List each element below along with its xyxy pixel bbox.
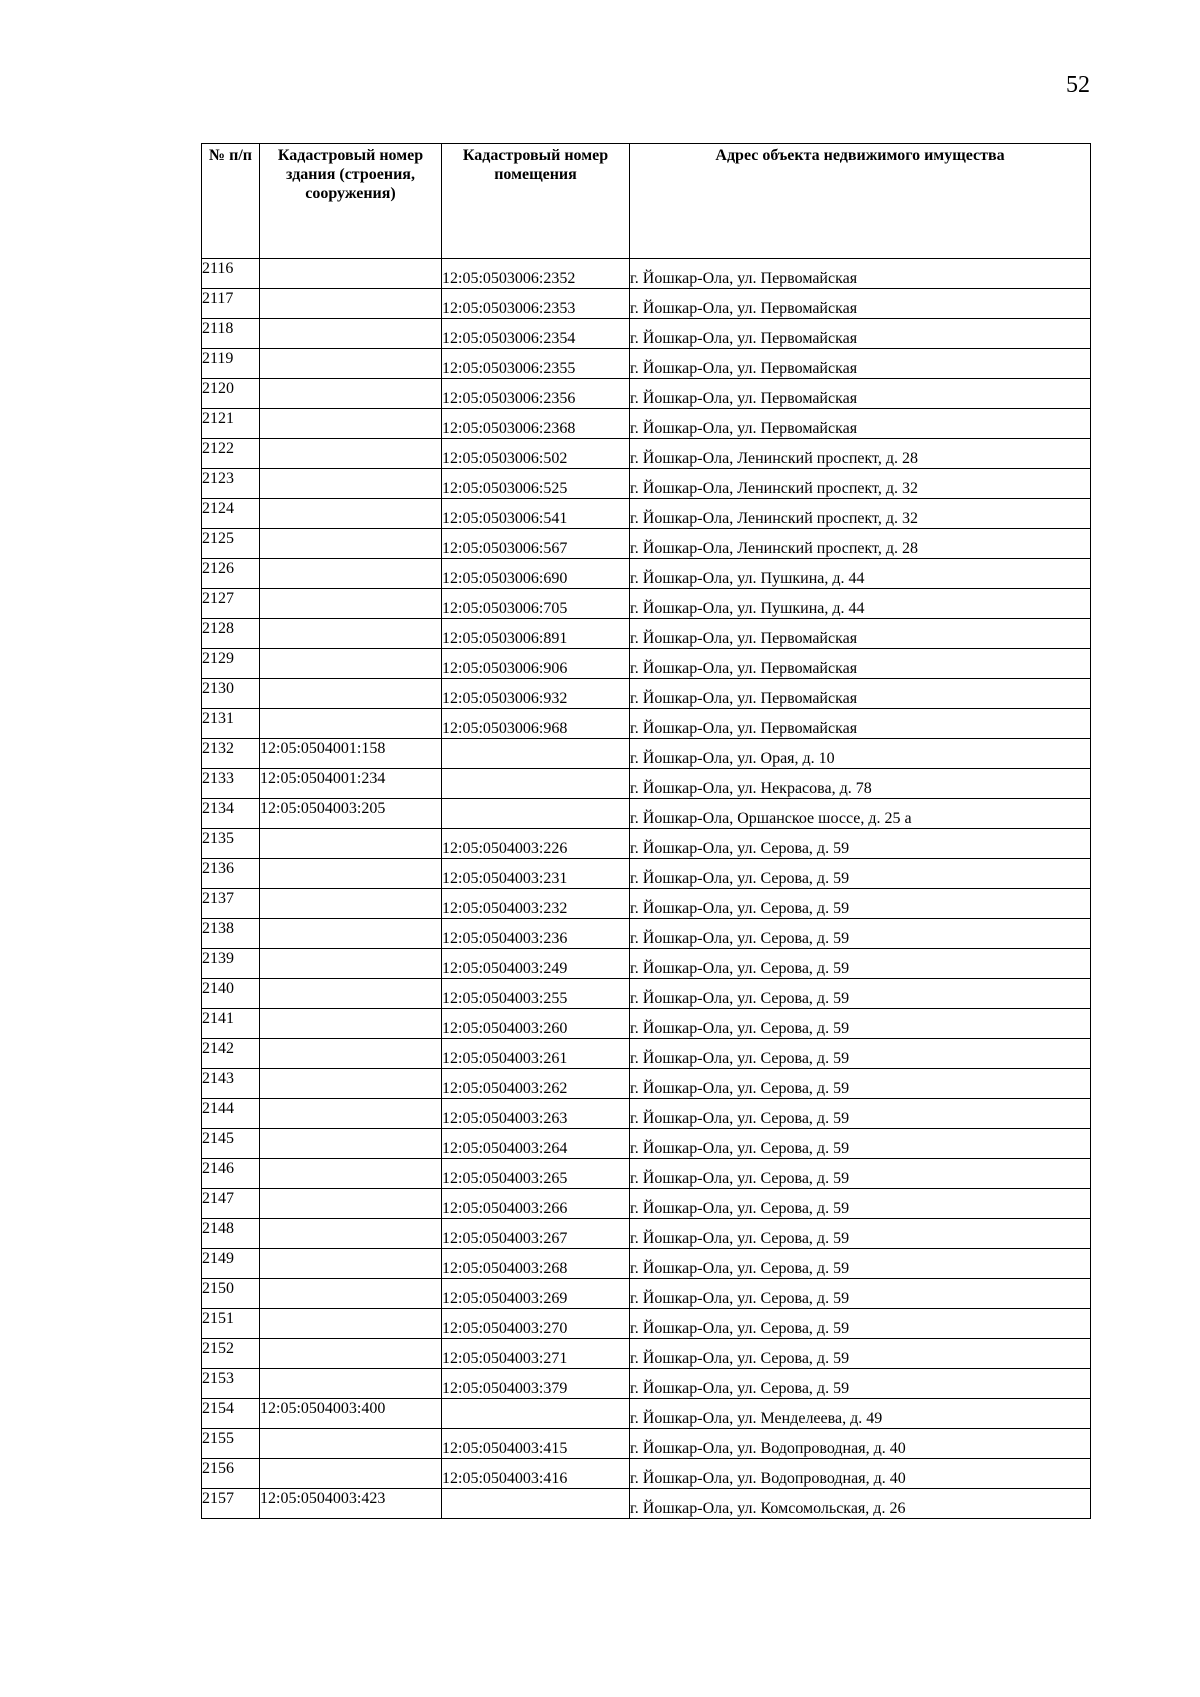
cell-building-cadastral	[260, 379, 442, 409]
cell-address: г. Йошкар-Ола, ул. Первомайская	[630, 409, 1091, 439]
cell-premises-cadastral: 12:05:0503006:906	[442, 649, 630, 679]
cell-number: 2139	[202, 949, 260, 979]
table-row	[202, 1099, 1091, 1129]
table-row	[202, 889, 1091, 919]
cell-address: г. Йошкар-Ола, ул. Серова, д. 59	[630, 1039, 1091, 1069]
cell-address: г. Йошкар-Ола, ул. Некрасова, д. 78	[630, 769, 1091, 799]
cell-premises-cadastral	[442, 1399, 630, 1429]
cell-number: 2116	[202, 259, 260, 289]
page-number: 52	[1066, 72, 1090, 98]
cell-number: 2154	[202, 1399, 260, 1429]
cell-building-cadastral	[260, 679, 442, 709]
cell-premises-cadastral: 12:05:0503006:2355	[442, 349, 630, 379]
cell-premises-cadastral: 12:05:0504003:261	[442, 1039, 630, 1069]
cell-premises-cadastral: 12:05:0503006:2352	[442, 259, 630, 289]
cell-address: г. Йошкар-Ола, ул. Серова, д. 59	[630, 1279, 1091, 1309]
cell-address: г. Йошкар-Ола, ул. Серова, д. 59	[630, 859, 1091, 889]
cell-number: 2149	[202, 1249, 260, 1279]
table-row	[202, 679, 1091, 709]
header-address: Адрес объекта недвижимого имущества	[630, 144, 1091, 259]
cell-premises-cadastral: 12:05:0503006:525	[442, 469, 630, 499]
cell-building-cadastral	[260, 1159, 442, 1189]
table-row	[202, 1489, 1091, 1519]
cell-number: 2123	[202, 469, 260, 499]
cell-premises-cadastral: 12:05:0504003:268	[442, 1249, 630, 1279]
cell-premises-cadastral: 12:05:0503006:968	[442, 709, 630, 739]
cell-building-cadastral	[260, 919, 442, 949]
cell-number: 2125	[202, 529, 260, 559]
table-row	[202, 499, 1091, 529]
table-row	[202, 649, 1091, 679]
cell-address: г. Йошкар-Ола, ул. Серова, д. 59	[630, 979, 1091, 1009]
cell-building-cadastral	[260, 439, 442, 469]
cell-premises-cadastral: 12:05:0504003:264	[442, 1129, 630, 1159]
cell-building-cadastral	[260, 589, 442, 619]
cell-premises-cadastral: 12:05:0504003:271	[442, 1339, 630, 1369]
cell-address: г. Йошкар-Ола, ул. Первомайская	[630, 649, 1091, 679]
table-row	[202, 859, 1091, 889]
cell-building-cadastral	[260, 1129, 442, 1159]
cell-premises-cadastral: 12:05:0503006:2356	[442, 379, 630, 409]
registry-table	[201, 143, 1091, 1519]
cell-address: г. Йошкар-Ола, Ленинский проспект, д. 28	[630, 439, 1091, 469]
cell-address: г. Йошкар-Ола, Оршанское шоссе, д. 25 а	[630, 799, 1091, 829]
cell-number: 2155	[202, 1429, 260, 1459]
cell-premises-cadastral: 12:05:0504003:267	[442, 1219, 630, 1249]
cell-building-cadastral: 12:05:0504001:234	[260, 769, 442, 799]
cell-premises-cadastral: 12:05:0504003:249	[442, 949, 630, 979]
table-row	[202, 1309, 1091, 1339]
cell-number: 2147	[202, 1189, 260, 1219]
cell-premises-cadastral: 12:05:0503006:541	[442, 499, 630, 529]
cell-address: г. Йошкар-Ола, ул. Менделеева, д. 49	[630, 1399, 1091, 1429]
cell-address: г. Йошкар-Ола, ул. Пушкина, д. 44	[630, 559, 1091, 589]
cell-premises-cadastral	[442, 739, 630, 769]
table-row	[202, 1459, 1091, 1489]
cell-address: г. Йошкар-Ола, ул. Серова, д. 59	[630, 1069, 1091, 1099]
table-row	[202, 379, 1091, 409]
table-row	[202, 439, 1091, 469]
cell-building-cadastral	[260, 1039, 442, 1069]
cell-address: г. Йошкар-Ола, ул. Серова, д. 59	[630, 1009, 1091, 1039]
table-row	[202, 949, 1091, 979]
cell-building-cadastral	[260, 829, 442, 859]
cell-number: 2117	[202, 289, 260, 319]
cell-number: 2129	[202, 649, 260, 679]
table-row	[202, 289, 1091, 319]
cell-number: 2122	[202, 439, 260, 469]
cell-building-cadastral	[260, 1009, 442, 1039]
table-row	[202, 1399, 1091, 1429]
cell-premises-cadastral: 12:05:0503006:2354	[442, 319, 630, 349]
cell-building-cadastral	[260, 1219, 442, 1249]
cell-address: г. Йошкар-Ола, ул. Серова, д. 59	[630, 919, 1091, 949]
cell-address: г. Йошкар-Ола, ул. Серова, д. 59	[630, 1159, 1091, 1189]
cell-building-cadastral	[260, 619, 442, 649]
table-row	[202, 529, 1091, 559]
cell-building-cadastral	[260, 1309, 442, 1339]
cell-premises-cadastral: 12:05:0504003:260	[442, 1009, 630, 1039]
table-row	[202, 589, 1091, 619]
table-row	[202, 739, 1091, 769]
cell-number: 2145	[202, 1129, 260, 1159]
cell-address: г. Йошкар-Ола, ул. Серова, д. 59	[630, 1249, 1091, 1279]
cell-number: 2146	[202, 1159, 260, 1189]
cell-address: г. Йошкар-Ола, ул. Серова, д. 59	[630, 829, 1091, 859]
cell-building-cadastral	[260, 319, 442, 349]
cell-building-cadastral	[260, 409, 442, 439]
table-row	[202, 1189, 1091, 1219]
table-row	[202, 619, 1091, 649]
table-row	[202, 1069, 1091, 1099]
cell-address: г. Йошкар-Ола, ул. Водопроводная, д. 40	[630, 1459, 1091, 1489]
table-row	[202, 1429, 1091, 1459]
header-premises-cadastral: Кадастровый номер помещения	[442, 144, 630, 259]
cell-premises-cadastral	[442, 799, 630, 829]
cell-address: г. Йошкар-Ола, ул. Серова, д. 59	[630, 1099, 1091, 1129]
cell-premises-cadastral: 12:05:0504003:232	[442, 889, 630, 919]
cell-premises-cadastral: 12:05:0503006:567	[442, 529, 630, 559]
cell-building-cadastral	[260, 1369, 442, 1399]
cell-address: г. Йошкар-Ола, Ленинский проспект, д. 32	[630, 499, 1091, 529]
table-row	[202, 1009, 1091, 1039]
cell-premises-cadastral: 12:05:0504003:379	[442, 1369, 630, 1399]
cell-number: 2132	[202, 739, 260, 769]
cell-building-cadastral: 12:05:0504003:423	[260, 1489, 442, 1519]
cell-premises-cadastral: 12:05:0504003:266	[442, 1189, 630, 1219]
cell-premises-cadastral: 12:05:0504003:415	[442, 1429, 630, 1459]
cell-premises-cadastral: 12:05:0504003:262	[442, 1069, 630, 1099]
cell-address: г. Йошкар-Ола, ул. Серова, д. 59	[630, 1219, 1091, 1249]
cell-address: г. Йошкар-Ола, ул. Первомайская	[630, 349, 1091, 379]
cell-number: 2157	[202, 1489, 260, 1519]
cell-building-cadastral	[260, 709, 442, 739]
table-row	[202, 799, 1091, 829]
cell-premises-cadastral: 12:05:0503006:932	[442, 679, 630, 709]
table-header-row	[202, 144, 1091, 259]
cell-building-cadastral	[260, 1279, 442, 1309]
table-row	[202, 1339, 1091, 1369]
cell-building-cadastral	[260, 469, 442, 499]
cell-building-cadastral: 12:05:0504003:400	[260, 1399, 442, 1429]
cell-premises-cadastral: 12:05:0504003:231	[442, 859, 630, 889]
cell-address: г. Йошкар-Ола, ул. Серова, д. 59	[630, 1189, 1091, 1219]
cell-address: г. Йошкар-Ола, ул. Первомайская	[630, 619, 1091, 649]
cell-number: 2124	[202, 499, 260, 529]
cell-address: г. Йошкар-Ола, ул. Первомайская	[630, 259, 1091, 289]
table-row	[202, 469, 1091, 499]
cell-address: г. Йошкар-Ола, ул. Первомайская	[630, 379, 1091, 409]
cell-address: г. Йошкар-Ола, ул. Серова, д. 59	[630, 1369, 1091, 1399]
table-row	[202, 1249, 1091, 1279]
cell-address: г. Йошкар-Ола, ул. Серова, д. 59	[630, 1129, 1091, 1159]
cell-premises-cadastral: 12:05:0503006:891	[442, 619, 630, 649]
cell-building-cadastral	[260, 499, 442, 529]
cell-address: г. Йошкар-Ола, Ленинский проспект, д. 28	[630, 529, 1091, 559]
cell-number: 2144	[202, 1099, 260, 1129]
cell-building-cadastral	[260, 1189, 442, 1219]
cell-premises-cadastral: 12:05:0504003:270	[442, 1309, 630, 1339]
table-row	[202, 979, 1091, 1009]
table-row	[202, 1159, 1091, 1189]
cell-number: 2140	[202, 979, 260, 1009]
cell-address: г. Йошкар-Ола, ул. Комсомольская, д. 26	[630, 1489, 1091, 1519]
cell-address: г. Йошкар-Ола, ул. Пушкина, д. 44	[630, 589, 1091, 619]
cell-building-cadastral	[260, 859, 442, 889]
table-row	[202, 1129, 1091, 1159]
cell-address: г. Йошкар-Ола, ул. Серова, д. 59	[630, 1339, 1091, 1369]
table-row	[202, 1369, 1091, 1399]
cell-premises-cadastral	[442, 1489, 630, 1519]
cell-premises-cadastral: 12:05:0504003:263	[442, 1099, 630, 1129]
cell-number: 2128	[202, 619, 260, 649]
cell-number: 2135	[202, 829, 260, 859]
table-body	[202, 259, 1091, 1519]
cell-building-cadastral	[260, 979, 442, 1009]
cell-building-cadastral	[260, 289, 442, 319]
cell-number: 2126	[202, 559, 260, 589]
cell-building-cadastral	[260, 349, 442, 379]
cell-number: 2142	[202, 1039, 260, 1069]
cell-premises-cadastral: 12:05:0504003:226	[442, 829, 630, 859]
cell-premises-cadastral: 12:05:0503006:690	[442, 559, 630, 589]
cell-building-cadastral	[260, 1339, 442, 1369]
cell-number: 2148	[202, 1219, 260, 1249]
table-row	[202, 709, 1091, 739]
cell-number: 2134	[202, 799, 260, 829]
cell-number: 2137	[202, 889, 260, 919]
table-row	[202, 409, 1091, 439]
cell-premises-cadastral: 12:05:0504003:236	[442, 919, 630, 949]
cell-number: 2150	[202, 1279, 260, 1309]
cell-number: 2151	[202, 1309, 260, 1339]
cell-address: г. Йошкар-Ола, ул. Первомайская	[630, 709, 1091, 739]
table-row	[202, 259, 1091, 289]
table-row	[202, 1219, 1091, 1249]
cell-premises-cadastral: 12:05:0504003:265	[442, 1159, 630, 1189]
cell-address: г. Йошкар-Ола, ул. Первомайская	[630, 289, 1091, 319]
cell-number: 2131	[202, 709, 260, 739]
cell-number: 2133	[202, 769, 260, 799]
cell-number: 2121	[202, 409, 260, 439]
cell-number: 2118	[202, 319, 260, 349]
cell-number: 2143	[202, 1069, 260, 1099]
table-row	[202, 319, 1091, 349]
cell-number: 2120	[202, 379, 260, 409]
cell-premises-cadastral: 12:05:0504003:255	[442, 979, 630, 1009]
cell-building-cadastral	[260, 259, 442, 289]
cell-number: 2127	[202, 589, 260, 619]
cell-building-cadastral	[260, 1249, 442, 1279]
cell-address: г. Йошкар-Ола, ул. Первомайская	[630, 679, 1091, 709]
cell-premises-cadastral: 12:05:0504003:269	[442, 1279, 630, 1309]
cell-building-cadastral: 12:05:0504003:205	[260, 799, 442, 829]
cell-number: 2153	[202, 1369, 260, 1399]
cell-building-cadastral	[260, 1099, 442, 1129]
cell-number: 2136	[202, 859, 260, 889]
cell-number: 2130	[202, 679, 260, 709]
cell-number: 2138	[202, 919, 260, 949]
header-number: № п/п	[202, 144, 260, 259]
cell-address: г. Йошкар-Ола, ул. Серова, д. 59	[630, 1309, 1091, 1339]
table-row	[202, 559, 1091, 589]
cell-building-cadastral	[260, 1429, 442, 1459]
cell-building-cadastral: 12:05:0504001:158	[260, 739, 442, 769]
cell-building-cadastral	[260, 1069, 442, 1099]
cell-premises-cadastral	[442, 769, 630, 799]
cell-number: 2141	[202, 1009, 260, 1039]
table-row	[202, 1039, 1091, 1069]
cell-premises-cadastral: 12:05:0503006:2368	[442, 409, 630, 439]
cell-address: г. Йошкар-Ола, ул. Водопроводная, д. 40	[630, 1429, 1091, 1459]
table-row	[202, 919, 1091, 949]
cell-premises-cadastral: 12:05:0504003:416	[442, 1459, 630, 1489]
cell-number: 2119	[202, 349, 260, 379]
cell-building-cadastral	[260, 889, 442, 919]
cell-premises-cadastral: 12:05:0503006:705	[442, 589, 630, 619]
table-row	[202, 1279, 1091, 1309]
cell-number: 2156	[202, 1459, 260, 1489]
cell-building-cadastral	[260, 1459, 442, 1489]
cell-number: 2152	[202, 1339, 260, 1369]
cell-premises-cadastral: 12:05:0503006:2353	[442, 289, 630, 319]
cell-address: г. Йошкар-Ола, Ленинский проспект, д. 32	[630, 469, 1091, 499]
table-row	[202, 829, 1091, 859]
header-building-cadastral: Кадастровый номер здания (строения, сооружения)	[260, 144, 442, 259]
cell-address: г. Йошкар-Ола, ул. Первомайская	[630, 319, 1091, 349]
cell-address: г. Йошкар-Ола, ул. Серова, д. 59	[630, 949, 1091, 979]
cell-building-cadastral	[260, 649, 442, 679]
cell-address: г. Йошкар-Ола, ул. Орая, д. 10	[630, 739, 1091, 769]
cell-address: г. Йошкар-Ола, ул. Серова, д. 59	[630, 889, 1091, 919]
table-row	[202, 769, 1091, 799]
table-row	[202, 349, 1091, 379]
cell-building-cadastral	[260, 949, 442, 979]
cell-building-cadastral	[260, 529, 442, 559]
cell-building-cadastral	[260, 559, 442, 589]
cell-premises-cadastral: 12:05:0503006:502	[442, 439, 630, 469]
